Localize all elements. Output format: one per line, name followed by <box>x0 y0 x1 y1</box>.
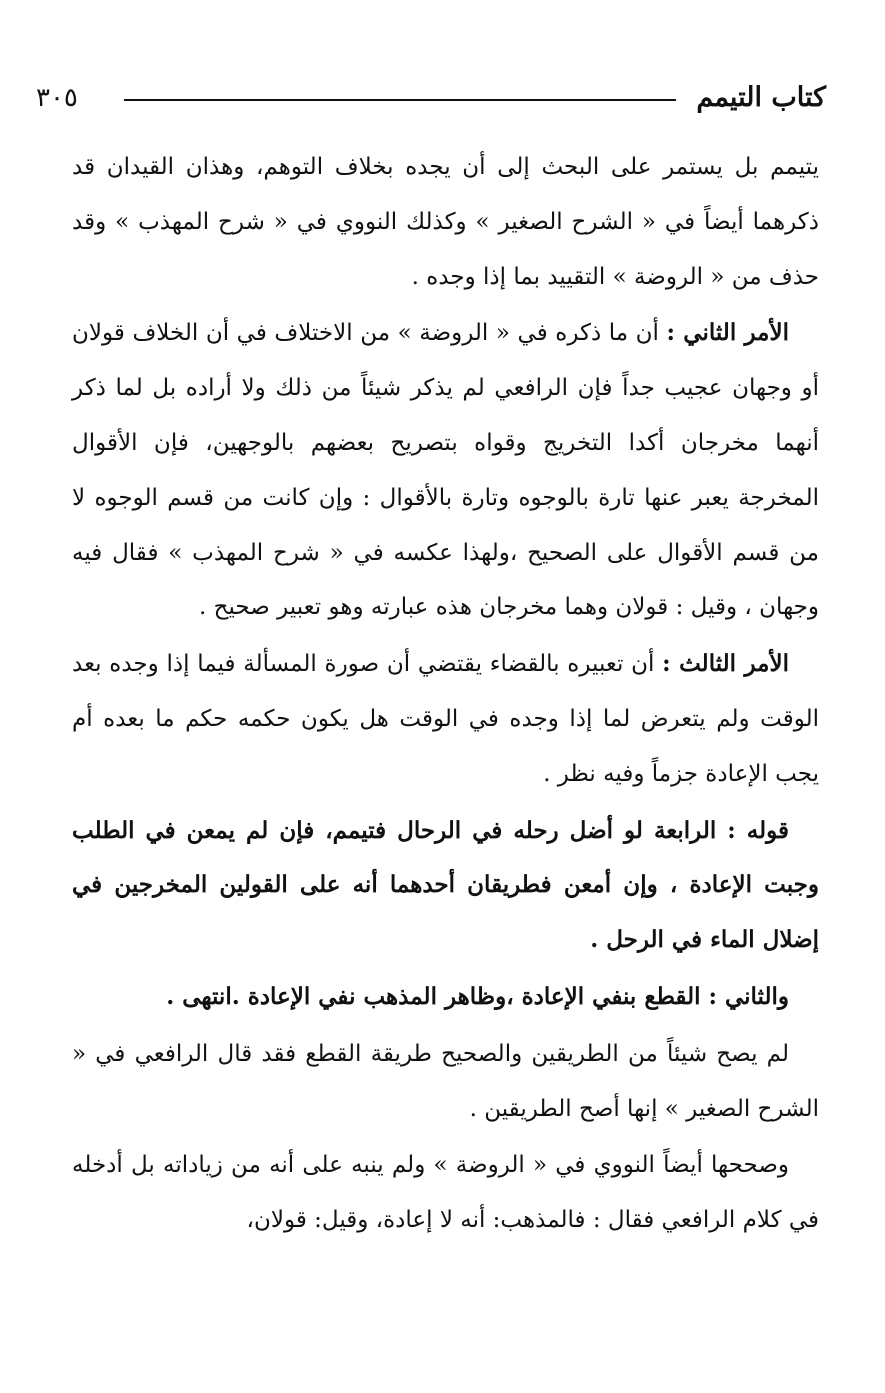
paragraph <box>72 1138 819 1248</box>
paragraph <box>72 306 819 635</box>
body-text <box>72 140 819 1248</box>
page-header <box>36 78 826 122</box>
paragraph-text: والثاني : القطع بنفي الإعادة ،وظاهر المذهب نفي الإعادة .انتهى . <box>166 982 789 1010</box>
page-number: ٣٠٥ <box>36 83 78 113</box>
paragraph-text: لم يصح شيئاً من الطريقين والصحيح طريقة القطع فقد قال الرافعي في « الشرح الصغير » إنها أصح الطريقين . <box>72 1040 819 1122</box>
running-title: كتاب التيمم <box>696 82 826 113</box>
paragraph-text: قوله : الرابعة لو أضل رحله في الرحال فتيمم، فإن لم يمعن في الطلب وجبت الإعادة ، وإن أمعن فطريقان أحدهما أنه على القولين المخرجين في إضلال الماء في الرحل . <box>72 816 819 954</box>
paragraph-text: أن ما ذكره في « الروضة » من الاختلاف في أن الخلاف قولان أو وجهان عجيب جداً فإن الرافعي لم يذكر شيئاً من ذلك ولا أراده بل لما ذكر أنهما مخرجان أكدا التخريج وقواه بتصريح بعضهم بالوجهين، فإن الأقوال المخرجة يعبر عنها تارة بالوجوه وتارة بالأقوال : وإن كانت من قسم الوجوه لا من قسم الأقوال على الصحيح ،ولهذا عكسه في « شرح المهذب » فقال فيه وجهان ، وقيل : قولان وهما مخرجان هذه عبارته وهو تعبير صحيح . <box>72 320 819 621</box>
paragraph-text: يتيمم بل يستمر على البحث إلى أن يجده بخلاف التوهم، وهذان القيدان قد ذكرهما أيضاً في « الشرح الصغير » وكذلك النووي في « شرح المهذب » وقد حذف من « الروضة » التقييد بما إذا وجده . <box>72 154 819 290</box>
paragraph <box>72 140 819 304</box>
paragraph <box>72 970 819 1025</box>
paragraph <box>72 1027 819 1137</box>
paragraph-text: أن تعبيره بالقضاء يقتضي أن صورة المسألة فيما إذا وجده بعد الوقت ولم يتعرض لما إذا وجده في الوقت هل يكون حكمه حكم ما بعده أم يجب الإعادة جزماً وفيه نظر . <box>72 651 819 787</box>
paragraph <box>72 637 819 801</box>
paragraph-lead: الأمر الثالث : <box>662 650 789 678</box>
header-rule <box>124 99 676 101</box>
paragraph <box>72 804 819 968</box>
paragraph-text: وصححها أيضاً النووي في « الروضة » ولم ينبه على أنه من زياداته بل أدخله في كلام الرافعي فقال : فالمذهب: أنه لا إعادة، وقيل: قولان، <box>72 1152 819 1234</box>
paragraph-lead: الأمر الثاني : <box>666 319 789 347</box>
